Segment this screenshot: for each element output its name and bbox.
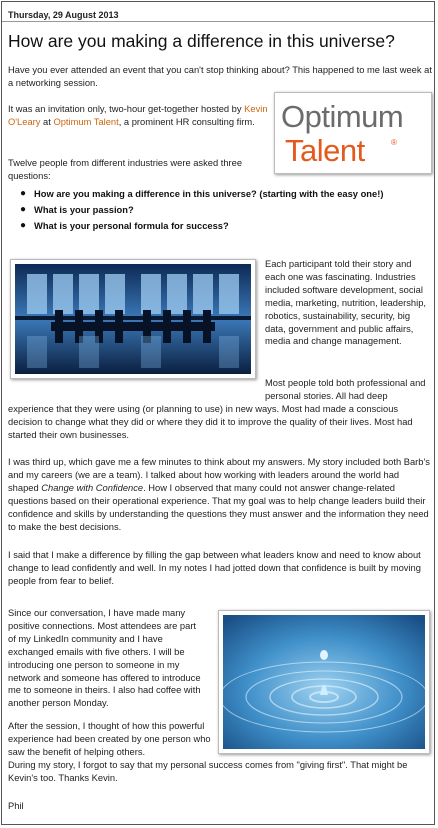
water-drop-image: [223, 615, 425, 749]
paragraph-stories: experience that they were using (or planning to use) in new ways. Most had made a conscious decision to change what they did or where they did it to improve the quality of their lives. Most had started their own businesses.: [8, 404, 413, 440]
bullet-icon: ●: [20, 188, 27, 199]
list-item: [20, 186, 432, 202]
optimum-talent-logo[interactable]: [274, 92, 432, 174]
book-title: Change with Confidence: [41, 482, 144, 493]
kevin-oleary-link[interactable]: Kevin O'Leary: [8, 104, 268, 127]
post-title[interactable]: How are you making a difference in this universe?: [8, 31, 395, 51]
list-item: [20, 218, 432, 234]
at-text: at: [43, 116, 51, 127]
paragraph-invitation: [8, 103, 270, 129]
question-text: How are you making a difference in this universe? (starting with the easy one!): [34, 189, 384, 199]
paragraph-difference: I said that I make a difference by filling the gap between what leaders know and need to know about change to lead confidently and well. In my notes I had jotted down that confidence is built by moving people from fear to belief.: [8, 550, 421, 586]
bullet-icon: ●: [20, 204, 27, 215]
logo-word-talent: Talent: [285, 133, 365, 168]
invitation-text: It was an invitation only, two-hour get-together hosted by: [8, 104, 242, 114]
question-text: What is your personal formula for success?: [34, 221, 229, 231]
paragraph-questions-intro: Twelve people from different industries were asked three questions:: [8, 158, 243, 181]
water-drop-photo[interactable]: [218, 610, 430, 754]
paragraph-stories-start: Most people told both professional and personal stories. All had deep: [265, 378, 426, 401]
signature: Phil: [8, 801, 24, 811]
paragraph-after-session: After the session, I thought of how this powerful experience had been created by one person who saw the benefit of helping others.: [8, 721, 211, 757]
question-text: What is your passion?: [34, 205, 134, 215]
paragraph-connections: Since our conversation, I have made many positive connections. Most attendees are part of my LinkedIn community and I have exchanged emails with five others. I will be introducing one person to someone in my network and someone has offered to introduce me to someone in theirs. I also had coffee with another person Monday.: [8, 608, 201, 709]
paragraph-third-up: [8, 456, 432, 533]
logo-word-optimum: Optimum: [281, 99, 404, 134]
paragraph-intro: Have you ever attended an event that you can't stop thinking about? This happened to me last week at a networking session.: [8, 65, 432, 88]
blog-post: [1, 1, 435, 825]
questions-list: [20, 186, 432, 234]
boardroom-photo[interactable]: [10, 259, 256, 379]
registered-mark: ®: [391, 138, 397, 147]
post-date: Thursday, 29 August 2013: [2, 2, 434, 22]
optimum-talent-link[interactable]: Optimum Talent: [53, 116, 119, 127]
boardroom-image: [15, 264, 251, 374]
paragraph-giving-first: During my story, I forgot to say that my personal success comes from "giving first". That might be Kevin's too. Thanks Kevin.: [8, 760, 408, 783]
paragraph-participants: Each participant told their story and each one was fascinating. Industries included software development, social media, marketing, nutrition, leadership, robotics, sustainability, security, big data, government and public affairs, media and change management.: [265, 259, 427, 347]
third-up-text-end: . How I observed that many could not answer change-related questions based on their operational experience. That my goal was to help change leaders build their confidence and skills by understanding the questions they must answer and the information they need to make the best decisions.: [8, 482, 429, 532]
third-up-text: I was third up, which gave me a few minutes to think about my answers. My story included both Barb's and my careers (we are a team). I talked about how working with leaders around the world had shaped: [8, 457, 430, 493]
invitation-text-end: , a prominent HR consulting firm.: [118, 116, 255, 127]
list-item: [20, 202, 432, 218]
bullet-icon: ●: [20, 220, 27, 231]
